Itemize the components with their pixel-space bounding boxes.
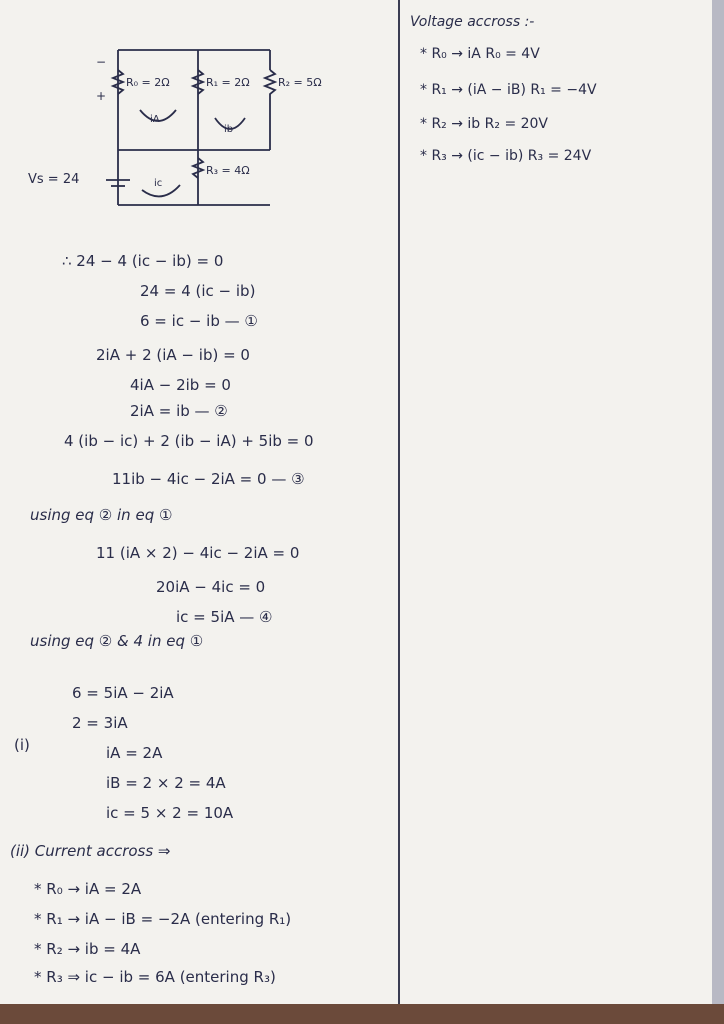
current-title: (ii) Current accross ⇒: [10, 842, 171, 860]
column-divider: [398, 0, 400, 1004]
ia-label: iA: [150, 114, 160, 125]
equation-line: 6 = ic − ib — ①: [140, 312, 258, 330]
current-line: * R₃ ⇒ ic − ib = 6A (entering R₃): [34, 968, 276, 986]
equation-line: iB = 2 × 2 = 4A: [106, 774, 226, 792]
current-line: * R₁ → iA − iB = −2A (entering R₁): [34, 910, 292, 928]
voltage-line: * R₀ → iA R₀ = 4V: [420, 46, 540, 62]
equation-line: 20iA − 4ic = 0: [156, 578, 266, 596]
equation-line: 11 (iA × 2) − 4ic − 2iA = 0: [96, 544, 300, 562]
equation-line: 2iA = ib — ②: [130, 402, 228, 420]
voltage-line: * R₁ → (iA − iB) R₁ = −4V: [420, 82, 597, 98]
equation-line: 4iA − 2ib = 0: [130, 376, 231, 394]
equation-line: 2iA + 2 (iA − ib) = 0: [96, 346, 250, 364]
equation-note: using eq ② in eq ①: [30, 506, 173, 524]
equation-line: 11ib − 4ic − 2iA = 0 — ③: [112, 470, 305, 488]
voltage-line: * R₃ → (ic − ib) R₃ = 24V: [420, 148, 592, 164]
equation-line: 2 = 3iA: [72, 714, 128, 732]
equation-line: ∴ 24 − 4 (ic − ib) = 0: [62, 252, 224, 270]
ib-label: ib: [224, 124, 234, 135]
r2-label: R₂ = 5Ω: [278, 76, 322, 89]
background-carpet: [0, 1004, 724, 1024]
svg-text:+: +: [96, 89, 107, 103]
background-edge: [712, 0, 724, 1024]
current-line: * R₂ → ib = 4A: [34, 940, 141, 958]
ic-label: ic: [154, 178, 163, 189]
r1-label: R₁ = 2Ω: [206, 76, 250, 89]
source-label: Vs = 24: [28, 172, 80, 187]
circuit-diagram: [80, 40, 340, 210]
equation-line: 4 (ib − ic) + 2 (ib − iA) + 5ib = 0: [64, 432, 314, 450]
equation-line: iA = 2A: [106, 744, 163, 762]
r2-resistor: [265, 70, 275, 100]
voltage-title: Voltage accross :-: [410, 14, 535, 30]
equation-line: 6 = 5iA − 2iA: [72, 684, 174, 702]
svg-text:−: −: [96, 55, 107, 69]
r0-label: R₀ = 2Ω: [126, 76, 170, 89]
current-line: * R₀ → iA = 2A: [34, 880, 142, 898]
part-label: (i): [14, 736, 30, 754]
equation-line: ic = 5 × 2 = 10A: [106, 804, 234, 822]
equation-line: 24 = 4 (ic − ib): [140, 282, 256, 300]
equation-line: ic = 5iA — ④: [176, 608, 273, 626]
r3-label: R₃ = 4Ω: [206, 164, 250, 177]
equation-note: using eq ② & 4 in eq ①: [30, 632, 204, 650]
voltage-line: * R₂ → ib R₂ = 20V: [420, 116, 549, 132]
